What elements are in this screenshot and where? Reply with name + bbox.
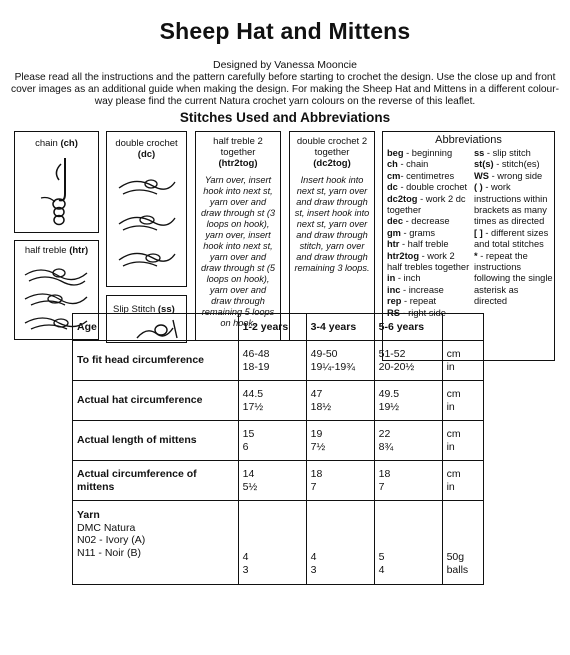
abbreviation-entry	[474, 148, 554, 159]
size-table	[72, 313, 484, 585]
size-table-header	[73, 314, 484, 341]
abbreviation-entry	[474, 159, 554, 170]
cell-value: 6	[242, 440, 249, 453]
cell-value: 8¾	[378, 440, 394, 453]
abbreviation-key: st(s)	[474, 159, 494, 170]
size-3-header: 5-6 years	[374, 314, 442, 341]
cell-value: 3	[310, 563, 317, 576]
unit-value: 50g	[446, 551, 465, 563]
abbreviation-entry	[474, 182, 554, 228]
size-1-header: 1-2 years	[238, 314, 306, 341]
yarn-row	[73, 501, 484, 585]
abbreviation-key: gm	[387, 227, 401, 238]
yarn-colour-a: N02 - Ivory (A)	[77, 534, 146, 546]
double-crochet-stitch-box	[106, 131, 187, 287]
cell-value: 18	[378, 468, 391, 480]
abbreviation-meaning: - beginning	[403, 148, 453, 158]
chain-label: chain	[35, 138, 58, 149]
abbreviation-entry	[387, 273, 471, 284]
unit-value: balls	[446, 563, 469, 576]
htr2tog-instructions: Yarn over, insert hook into next st, yarn over and draw through st (3 loops on hook), yarn over, insert hook into next st, yarn over and draw through st (5 loops on hook), yarn over and draw through remaining 5 loops on hook.	[200, 175, 276, 328]
abbreviation-entry	[387, 251, 471, 274]
unit-value: in	[446, 440, 455, 453]
double-crochet-abbr: (dc)	[137, 149, 156, 160]
abbreviation-key: htr	[387, 239, 400, 250]
abbreviation-key: rep	[387, 296, 402, 307]
cell-value: 20-20½	[378, 360, 415, 373]
stitches-heading: Stitches Used and Abbreviations	[179, 110, 391, 125]
abbreviations-left-column	[387, 148, 471, 319]
abbreviation-entry	[387, 285, 471, 296]
abbreviation-meaning: - increase	[400, 284, 444, 295]
yarn-brand: DMC Natura	[77, 521, 136, 534]
abbreviation-meaning: - repeat the instructions following the single asterisk as directed	[474, 250, 553, 307]
cell-value: 19½	[378, 400, 400, 413]
chain-abbr: (ch)	[60, 138, 78, 149]
abbreviation-entry	[387, 182, 471, 193]
unit-header	[442, 314, 483, 341]
designer-credit: Designed by Vanessa Mooncie	[213, 59, 357, 71]
abbreviation-meaning: - right side	[399, 307, 446, 318]
table-row	[73, 421, 484, 461]
cell-value: 49.5	[378, 388, 400, 400]
cell-value: 44.5	[242, 388, 264, 400]
cell-value: 17½	[242, 400, 264, 413]
cell-value: 3	[242, 563, 249, 576]
cell-value: 49-50	[310, 348, 338, 360]
abbreviation-meaning: - grams	[400, 227, 436, 238]
abbreviation-entry	[387, 296, 471, 307]
cell-value: 7½	[310, 440, 326, 453]
table-row	[73, 341, 484, 381]
abbreviation-key: RS	[387, 307, 400, 318]
abbreviation-key: in	[387, 273, 396, 284]
cell-value: 5½	[242, 480, 258, 493]
abbreviation-key: cm	[387, 170, 401, 181]
yarn-label: Yarn	[77, 509, 100, 521]
abbreviation-entry	[387, 148, 471, 159]
abbreviation-key: dec	[387, 216, 404, 227]
abbreviations-right-column	[474, 148, 554, 308]
cell-value: 15	[242, 428, 255, 440]
row-label: Actual hat circumference	[73, 381, 239, 421]
unit-value: in	[446, 360, 455, 373]
dc2tog-instructions: Insert hook into next st, yarn over and draw through st, insert hook into next st, yarn over and draw through stitch, yarn over and draw through remaining 3 loops.	[294, 175, 370, 273]
slip-stitch-label: Slip Stitch	[113, 304, 156, 315]
unit-value: cm	[446, 468, 461, 480]
row-label: Actual circumference of mittens	[73, 461, 239, 501]
abbreviation-entry	[387, 228, 471, 239]
double-crochet-label: double crochet	[115, 138, 178, 149]
cell-value: 4	[310, 551, 317, 563]
abbreviation-key: inc	[387, 284, 401, 295]
abbreviation-key: htr2tog	[387, 250, 420, 261]
unit-value: cm	[446, 388, 461, 400]
intro-text: Please read all the instructions and the pattern carefully before starting to crochet the design. Use the close up and front cover images as an additional guide when making the design. For making the Sheep Hat and Mittens in a different colour-way please find the current Natura crochet yarn colours on the reverse of this leaflet.	[11, 72, 559, 108]
cell-value: 47	[310, 388, 323, 400]
abbreviation-entry	[474, 228, 554, 251]
abbreviation-entry	[474, 251, 554, 308]
abbreviation-entry	[387, 171, 471, 182]
abbreviation-meaning: - centimetres	[400, 170, 455, 181]
abbreviation-meaning: - stitch(es)	[493, 159, 540, 170]
abbreviation-entry	[474, 171, 554, 182]
abbreviation-meaning: - work 2 half trebles together	[387, 250, 470, 273]
abbreviation-key: ch	[387, 159, 398, 170]
abbreviation-key: [ ]	[474, 227, 483, 238]
abbreviation-meaning: - decrease	[403, 216, 450, 227]
abbreviation-entry	[387, 159, 471, 170]
cell-value: 7	[310, 480, 317, 493]
half-treble-abbr: (htr)	[69, 245, 89, 256]
abbreviation-entry	[387, 216, 471, 227]
abbreviation-key: ss	[474, 148, 485, 158]
abbreviations-title: Abbreviations	[435, 134, 502, 146]
abbreviation-meaning: - work 2 dc together	[387, 193, 466, 216]
htr2tog-stitch-box	[195, 131, 281, 341]
cell-value: 18	[310, 468, 323, 480]
slip-stitch-abbr: (ss)	[157, 304, 175, 315]
unit-value: cm	[446, 348, 461, 360]
cell-value: 14	[242, 468, 255, 480]
abbreviation-key: *	[474, 250, 478, 261]
half-treble-label: half treble	[24, 245, 67, 256]
unit-value: cm	[446, 428, 461, 440]
row-label: To fit head circumference	[73, 341, 239, 381]
cell-value: 7	[378, 480, 385, 493]
double-crochet-illustration	[113, 166, 181, 284]
cell-value: 22	[378, 428, 391, 440]
chain-stitch-illustration	[31, 154, 85, 230]
abbreviation-key: ( )	[474, 182, 483, 193]
cell-value: 18½	[310, 400, 332, 413]
htr2tog-label: half treble 2 together	[213, 136, 263, 158]
dc2tog-stitch-box	[289, 131, 375, 341]
abbreviation-meaning: - repeat	[401, 296, 437, 307]
cell-value: 18-19	[242, 360, 270, 373]
abbreviation-entry	[387, 194, 471, 217]
abbreviation-meaning: - half treble	[399, 239, 449, 250]
abbreviation-key: dc	[387, 182, 398, 193]
abbreviation-meaning: - different sizes and total stitches	[474, 227, 549, 250]
table-row	[73, 461, 484, 501]
abbreviation-key: beg	[387, 148, 404, 158]
row-label: Actual length of mittens	[73, 421, 239, 461]
cell-value: 19	[310, 428, 323, 440]
cell-value: 5	[378, 551, 385, 563]
yarn-colour-b: N11 - Noir (B)	[77, 546, 141, 559]
cell-value: 51-52	[378, 348, 406, 360]
dc2tog-label: double crochet 2 together	[296, 136, 368, 158]
abbreviation-meaning: - work instructions within brackets as many times as directed	[474, 182, 548, 227]
cell-value: 46-48	[242, 348, 270, 360]
cell-value: 4	[378, 563, 385, 576]
table-row	[73, 381, 484, 421]
abbreviation-meaning: - inch	[395, 273, 421, 284]
abbreviation-meaning: - slip stitch	[484, 148, 531, 158]
abbreviation-key: dc2tog	[387, 193, 418, 204]
dc2tog-abbr: (dc2tog)	[313, 158, 351, 169]
unit-value: in	[446, 480, 455, 493]
abbreviation-entry	[387, 239, 471, 250]
htr2tog-abbr: (htr2tog)	[218, 158, 258, 169]
chain-stitch-box	[14, 131, 99, 233]
abbreviation-meaning: - chain	[397, 159, 429, 170]
unit-value: in	[446, 400, 455, 413]
size-2-header: 3-4 years	[306, 314, 374, 341]
abbreviation-meaning: - double crochet	[397, 182, 468, 193]
cell-value: 19¼-19¾	[310, 360, 356, 373]
page-title: Sheep Hat and Mittens	[159, 18, 411, 44]
abbreviation-meaning: - wrong side	[488, 170, 543, 181]
age-header: Age	[73, 314, 239, 341]
abbreviation-key: WS	[474, 170, 489, 181]
cell-value: 4	[242, 551, 249, 563]
